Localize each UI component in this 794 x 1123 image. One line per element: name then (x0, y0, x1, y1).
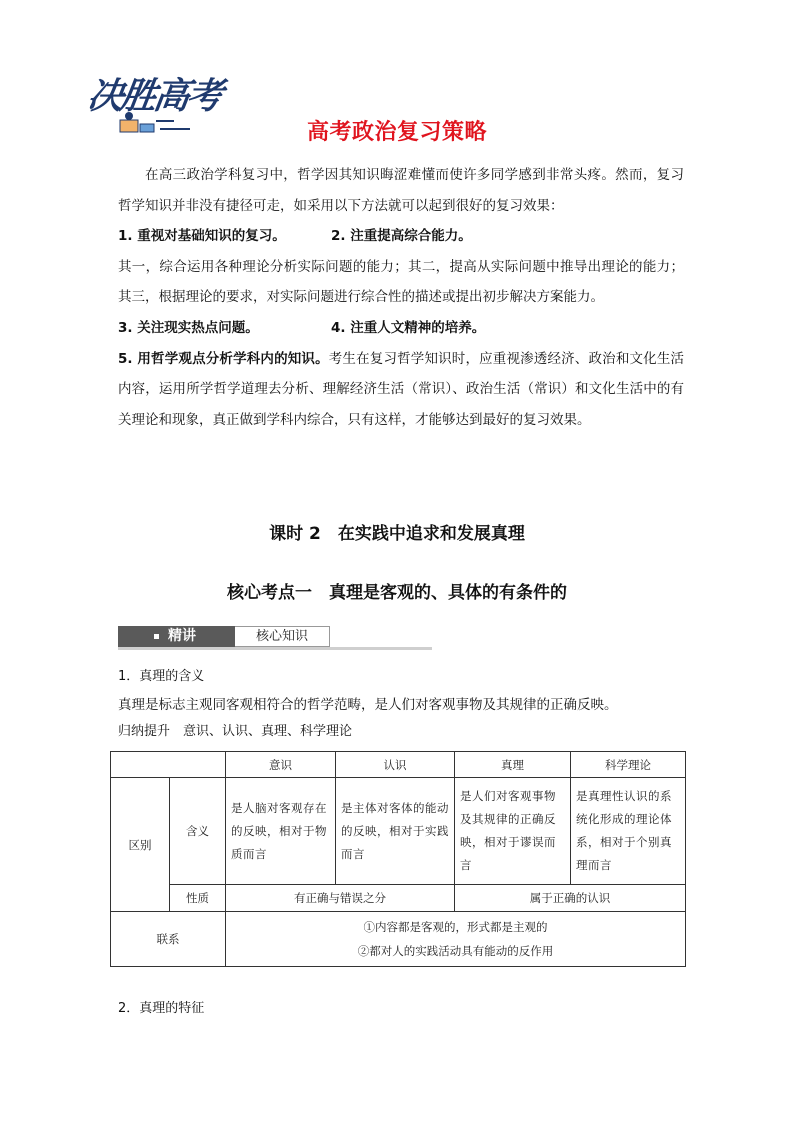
meaning-truth: 是人们对客观事物及其规律的正确反映，相对于谬误而言 (455, 778, 571, 885)
meaning-scientific-theory: 是真理性认识的系统化形成的理论体系，相对于个别真理而言 (571, 778, 686, 885)
section-1-text: 真理是标志主观同客观相符合的哲学范畴，是人们对客观事物及其规律的正确反映。 (118, 697, 618, 713)
method-3: 3. 关注现实热点问题。 (118, 319, 259, 336)
summary-line: 归纳提升 意识、认识、真理、科学理论 (118, 724, 353, 739)
method-1: 1. 重视对基础知识的复习。 (118, 228, 286, 245)
tag-intensive: 精讲 (118, 626, 235, 647)
core-point-title: 核心考点一 真理是客观的、具体的有条件的 (227, 583, 567, 603)
method-5-paragraph (118, 344, 684, 436)
link-item-2: ②都对人的实践活动具有能动的反作用 (357, 944, 554, 958)
tag-underline (118, 647, 432, 650)
page-title: 高考政治复习策略 (306, 120, 487, 145)
lesson-title: 课时 2 在实践中追求和发展真理 (269, 524, 525, 544)
section-1-heading: 1．真理的含义 (118, 669, 205, 684)
link-content (226, 912, 686, 967)
method-5: 5. 用哲学观点分析学科内的知识。 (118, 350, 329, 367)
section-tag-bar (118, 626, 432, 650)
intro-block (118, 160, 684, 435)
nature-left: 有正确与错误之分 (226, 885, 455, 912)
method-2: 2. 注重提高综合能力。 (331, 228, 472, 245)
table-corner-cell (111, 752, 226, 778)
tag-core-knowledge: 核心知识 (235, 626, 330, 647)
table-header-row (111, 752, 686, 778)
method-row-1 (118, 221, 684, 252)
comparison-table (110, 751, 686, 967)
nature-right: 属于正确的认识 (455, 885, 686, 912)
row-label-nature: 性质 (170, 885, 226, 912)
section-2-heading: 2．真理的特征 (118, 1001, 205, 1016)
method-5-detail: 考生在复习哲学知识时，应重视渗透经济、政治和文化生活内容，运用所学哲学道理去分析、理解经济生活（常识）、政治生活（常识）和文化生活中的有关理论和现象，真正做到学科内综合，只有这样，才能够达到最好的复习效果。 (118, 350, 684, 428)
row-group-difference: 区别 (111, 778, 170, 912)
link-item-1: ①内容都是客观的，形式都是主观的 (363, 920, 548, 934)
method-row-2 (118, 313, 684, 344)
header-truth: 真理 (455, 752, 571, 778)
header-cognition: 认识 (336, 752, 455, 778)
intro-paragraph: 在高三政治学科复习中，哲学因其知识晦涩难懂而使许多同学感到非常头疼。然而，复习哲学知识并非没有捷径可走，如采用以下方法就可以起到很好的复习效果： (118, 167, 684, 214)
square-bullet-icon (154, 634, 159, 639)
meaning-consciousness: 是人脑对客观存在的反映，相对于物质而言 (226, 778, 336, 885)
method-4: 4. 注重人文精神的培养。 (331, 319, 486, 336)
method-2-detail: 其一，综合运用各种理论分析实际问题的能力；其二，提高从实际问题中推导出理论的能力；其三，根据理论的要求，对实际问题进行综合性的描述或提出初步解决方案能力。 (118, 258, 684, 306)
row-label-link: 联系 (111, 912, 226, 967)
header-consciousness: 意识 (226, 752, 336, 778)
table-row-link (111, 912, 686, 967)
row-label-meaning: 含义 (170, 778, 226, 885)
table-row-meaning (111, 778, 686, 885)
header-scientific-theory: 科学理论 (571, 752, 686, 778)
meaning-cognition: 是主体对客体的能动的反映，相对于实践而言 (336, 778, 455, 885)
table-row-nature (111, 885, 686, 912)
logo-text: 决胜高考 (84, 75, 223, 117)
